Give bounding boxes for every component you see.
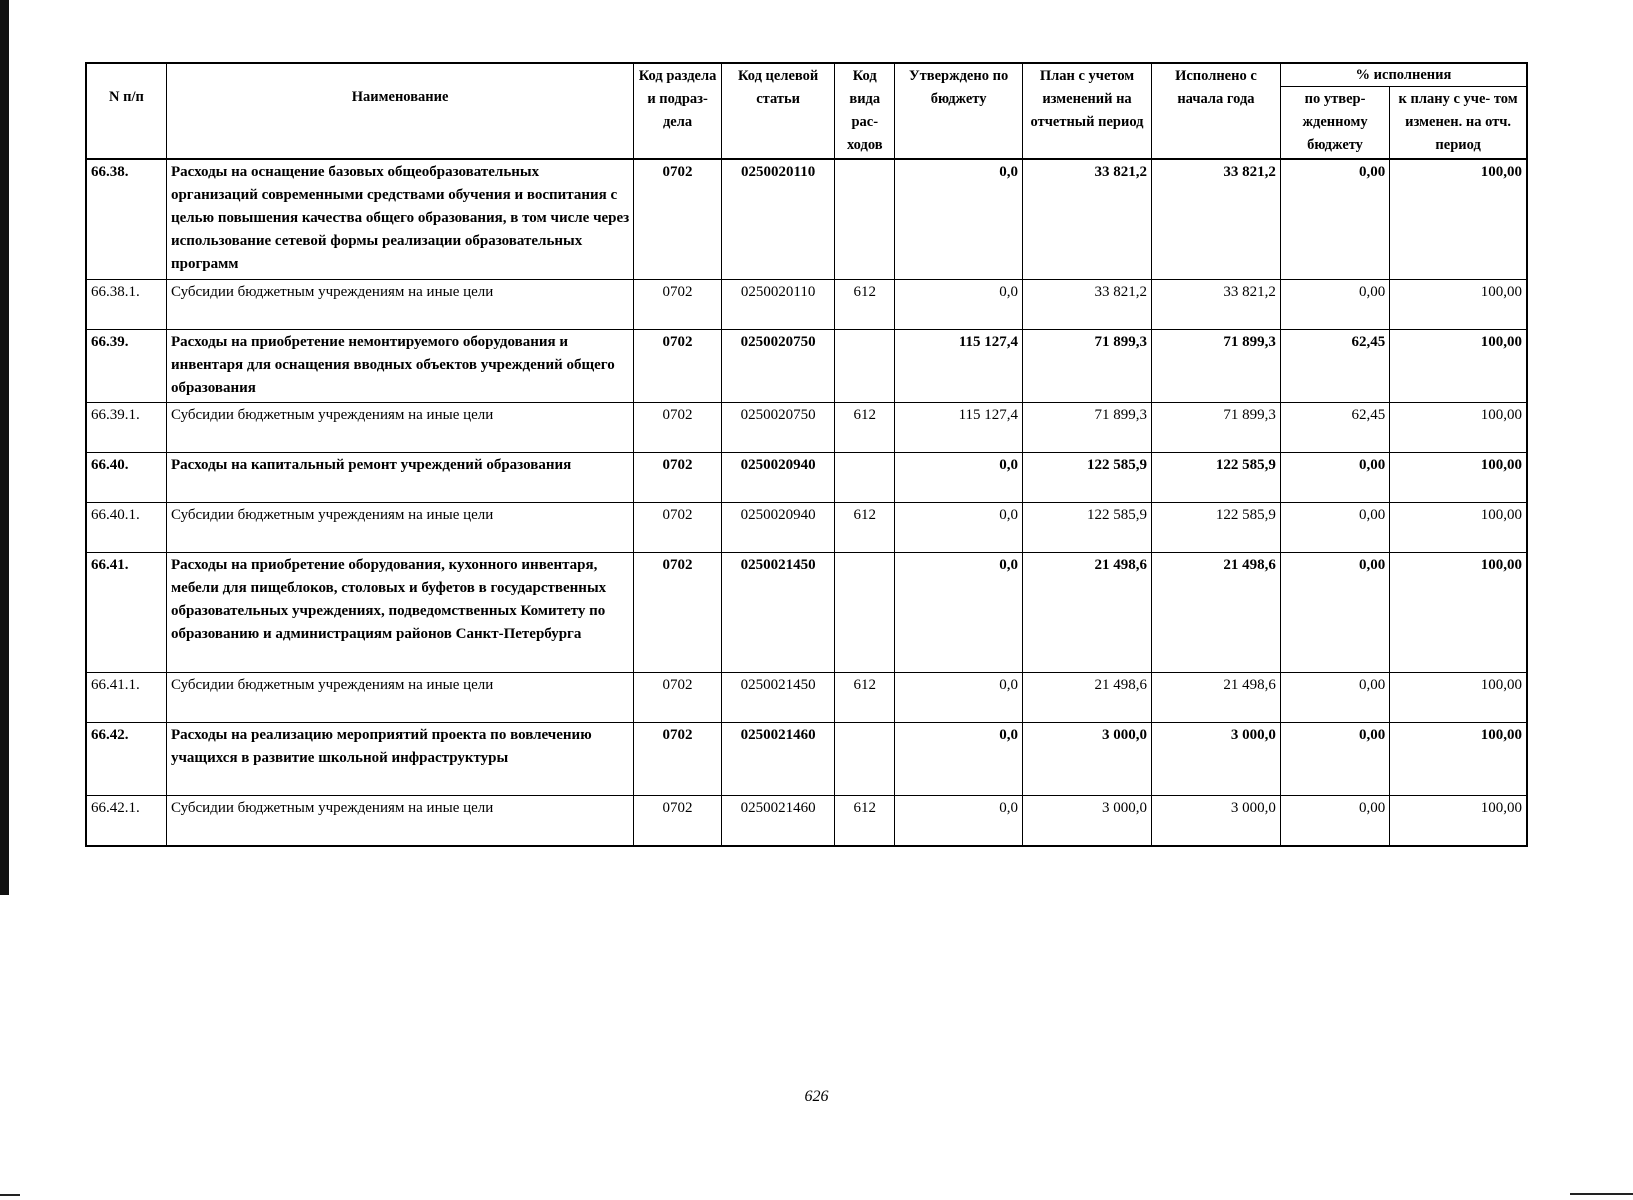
row-executed: 122 585,9 <box>1151 453 1280 503</box>
row-number: 66.42.1. <box>86 796 166 847</box>
row-name: Расходы на реализацию мероприятий проекта по вовлечению учащихся в развитие школьной инфраструктуры <box>166 723 633 796</box>
row-pct-budget: 0,00 <box>1280 453 1389 503</box>
row-section-code: 0702 <box>634 159 722 280</box>
table-row <box>86 280 1527 330</box>
row-pct-budget: 62,45 <box>1280 403 1389 453</box>
header-executed: Исполнено с начала года <box>1151 63 1280 159</box>
row-target-code: 0250021450 <box>721 553 834 673</box>
row-section-code: 0702 <box>634 280 722 330</box>
row-pct-budget: 0,00 <box>1280 553 1389 673</box>
header-percent-group: % исполнения <box>1280 63 1527 87</box>
row-approved: 0,0 <box>895 280 1023 330</box>
row-approved: 0,0 <box>895 796 1023 847</box>
header-name: Наименование <box>166 63 633 159</box>
header-num: N п/п <box>86 63 166 159</box>
row-pct-budget: 0,00 <box>1280 159 1389 280</box>
row-name: Расходы на капитальный ремонт учреждений образования <box>166 453 633 503</box>
row-pct-plan: 100,00 <box>1390 453 1527 503</box>
row-plan: 122 585,9 <box>1023 453 1152 503</box>
row-target-code: 0250020940 <box>721 503 834 553</box>
row-number: 66.41.1. <box>86 673 166 723</box>
row-executed: 122 585,9 <box>1151 503 1280 553</box>
row-number: 66.39.1. <box>86 403 166 453</box>
row-target-code: 0250020750 <box>721 330 834 403</box>
header-target-code: Код целевой статьи <box>721 63 834 159</box>
row-expense-code: 612 <box>835 280 895 330</box>
row-plan: 71 899,3 <box>1023 403 1152 453</box>
row-plan: 33 821,2 <box>1023 280 1152 330</box>
row-approved: 0,0 <box>895 159 1023 280</box>
table-body <box>86 159 1527 846</box>
row-section-code: 0702 <box>634 673 722 723</box>
row-target-code: 0250021460 <box>721 796 834 847</box>
row-plan: 21 498,6 <box>1023 673 1152 723</box>
table-row <box>86 453 1527 503</box>
row-expense-code <box>835 553 895 673</box>
table-row <box>86 503 1527 553</box>
row-executed: 3 000,0 <box>1151 723 1280 796</box>
table-header <box>86 63 1527 159</box>
table-row <box>86 553 1527 673</box>
row-section-code: 0702 <box>634 553 722 673</box>
header-plan: План с учетом изменений на отчетный период <box>1023 63 1152 159</box>
row-expense-code <box>835 453 895 503</box>
row-pct-budget: 0,00 <box>1280 723 1389 796</box>
scan-edge-mark <box>1570 1193 1633 1195</box>
row-approved: 0,0 <box>895 553 1023 673</box>
row-plan: 3 000,0 <box>1023 796 1152 847</box>
row-executed: 33 821,2 <box>1151 280 1280 330</box>
table-row <box>86 673 1527 723</box>
row-approved: 115 127,4 <box>895 403 1023 453</box>
row-name: Субсидии бюджетным учреждениям на иные цели <box>166 403 633 453</box>
header-pct-budget: по утвер- жденному бюджету <box>1280 87 1389 160</box>
row-pct-budget: 0,00 <box>1280 673 1389 723</box>
row-approved: 0,0 <box>895 723 1023 796</box>
row-section-code: 0702 <box>634 330 722 403</box>
table-row <box>86 723 1527 796</box>
row-plan: 71 899,3 <box>1023 330 1152 403</box>
row-name: Расходы на оснащение базовых общеобразовательных организаций современными средствами обучения и воспитания с целью повышения качества общего образования, в том числе через использование сетевой формы реализации образовательных программ <box>166 159 633 280</box>
row-section-code: 0702 <box>634 723 722 796</box>
scan-edge-mark <box>0 1194 20 1196</box>
table-row <box>86 796 1527 847</box>
row-executed: 21 498,6 <box>1151 553 1280 673</box>
row-pct-plan: 100,00 <box>1390 330 1527 403</box>
table-row <box>86 330 1527 403</box>
row-number: 66.40. <box>86 453 166 503</box>
row-pct-budget: 0,00 <box>1280 280 1389 330</box>
row-name: Субсидии бюджетным учреждениям на иные цели <box>166 673 633 723</box>
row-pct-budget: 0,00 <box>1280 503 1389 553</box>
header-expense-code: Код вида рас- ходов <box>835 63 895 159</box>
row-pct-plan: 100,00 <box>1390 796 1527 847</box>
row-pct-plan: 100,00 <box>1390 280 1527 330</box>
row-approved: 0,0 <box>895 503 1023 553</box>
row-pct-plan: 100,00 <box>1390 553 1527 673</box>
row-target-code: 0250020110 <box>721 280 834 330</box>
row-approved: 0,0 <box>895 673 1023 723</box>
row-expense-code: 612 <box>835 403 895 453</box>
row-executed: 71 899,3 <box>1151 403 1280 453</box>
budget-table <box>85 62 1528 847</box>
row-name: Субсидии бюджетным учреждениям на иные цели <box>166 280 633 330</box>
row-pct-plan: 100,00 <box>1390 159 1527 280</box>
row-pct-budget: 62,45 <box>1280 330 1389 403</box>
row-section-code: 0702 <box>634 796 722 847</box>
row-expense-code <box>835 330 895 403</box>
row-approved: 0,0 <box>895 453 1023 503</box>
row-plan: 122 585,9 <box>1023 503 1152 553</box>
row-pct-plan: 100,00 <box>1390 403 1527 453</box>
row-target-code: 0250020750 <box>721 403 834 453</box>
row-expense-code: 612 <box>835 503 895 553</box>
row-plan: 21 498,6 <box>1023 553 1152 673</box>
row-number: 66.38.1. <box>86 280 166 330</box>
row-number: 66.39. <box>86 330 166 403</box>
row-pct-plan: 100,00 <box>1390 503 1527 553</box>
table-row <box>86 403 1527 453</box>
row-number: 66.40.1. <box>86 503 166 553</box>
row-expense-code: 612 <box>835 673 895 723</box>
row-target-code: 0250020110 <box>721 159 834 280</box>
row-plan: 3 000,0 <box>1023 723 1152 796</box>
row-number: 66.41. <box>86 553 166 673</box>
row-pct-budget: 0,00 <box>1280 796 1389 847</box>
header-pct-plan: к плану с уче- том изменен. на отч. период <box>1390 87 1527 160</box>
row-pct-plan: 100,00 <box>1390 673 1527 723</box>
row-executed: 33 821,2 <box>1151 159 1280 280</box>
row-executed: 71 899,3 <box>1151 330 1280 403</box>
row-expense-code <box>835 159 895 280</box>
row-expense-code <box>835 723 895 796</box>
row-pct-plan: 100,00 <box>1390 723 1527 796</box>
row-target-code: 0250021450 <box>721 673 834 723</box>
row-plan: 33 821,2 <box>1023 159 1152 280</box>
row-approved: 115 127,4 <box>895 330 1023 403</box>
row-section-code: 0702 <box>634 453 722 503</box>
header-approved: Утверждено по бюджету <box>895 63 1023 159</box>
row-executed: 3 000,0 <box>1151 796 1280 847</box>
page-number: 626 <box>804 1088 829 1105</box>
row-number: 66.42. <box>86 723 166 796</box>
row-expense-code: 612 <box>835 796 895 847</box>
row-name: Субсидии бюджетным учреждениям на иные цели <box>166 503 633 553</box>
row-target-code: 0250021460 <box>721 723 834 796</box>
row-number: 66.38. <box>86 159 166 280</box>
row-name: Расходы на приобретение оборудования, кухонного инвентаря, мебели для пищеблоков, столовых и буфетов в государственных образовательных учреждениях, подведомственных Комитету по образованию и администрациям районов Санкт-Петербурга <box>166 553 633 673</box>
row-name: Субсидии бюджетным учреждениям на иные цели <box>166 796 633 847</box>
table-row <box>86 159 1527 280</box>
header-section-code: Код раздела и подраз- дела <box>634 63 722 159</box>
scan-edge-left <box>0 0 9 895</box>
row-target-code: 0250020940 <box>721 453 834 503</box>
row-section-code: 0702 <box>634 403 722 453</box>
row-executed: 21 498,6 <box>1151 673 1280 723</box>
row-name: Расходы на приобретение немонтируемого оборудования и инвентаря для оснащения вводных объектов учреждений общего образования <box>166 330 633 403</box>
row-section-code: 0702 <box>634 503 722 553</box>
